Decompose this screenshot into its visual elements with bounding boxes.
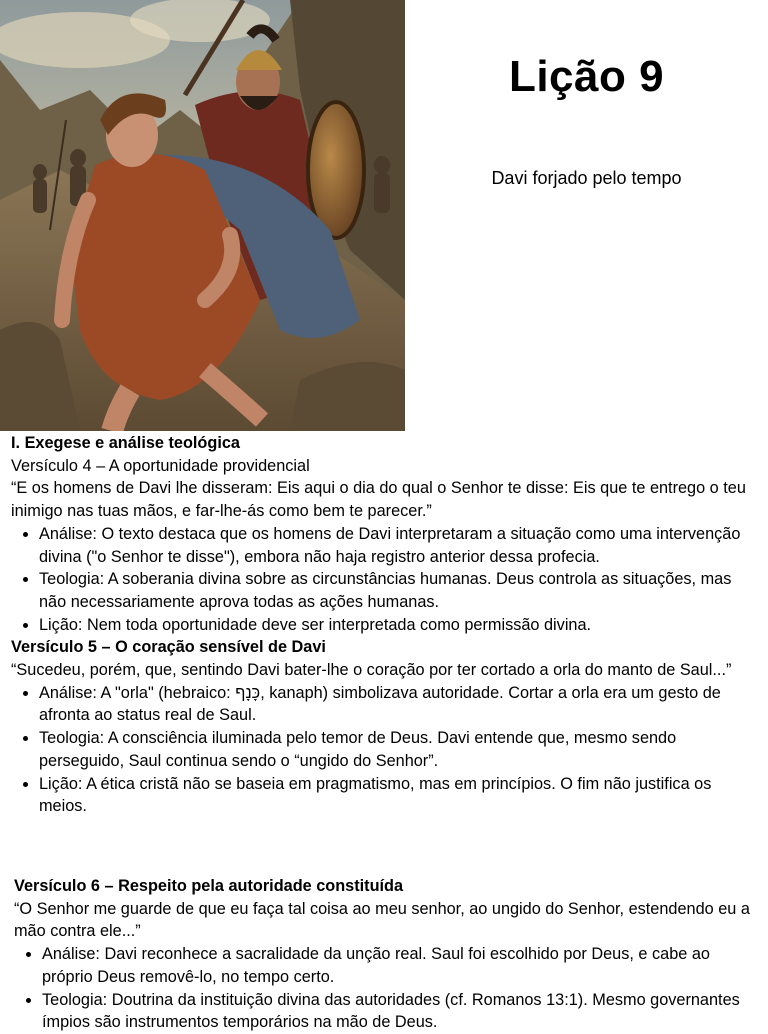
verse4-list: [11, 523, 759, 637]
list-item: • Análise: O texto destaca que os homens de Davi interpretaram a situação como uma intervenção divina ("o Senhor te disse"), embora não haja registro anterior dessa profecia.: [39, 523, 759, 568]
page-subtitle: Davi forjado pelo tempo: [491, 168, 682, 188]
section-exegese: [11, 432, 759, 818]
list-item: • Análise: A "orla" (hebraico: כָּנָף, kanaph) simbolizava autoridade. Cortar a orla era um gesto de afronta ao status real de Saul.: [39, 682, 759, 727]
list-item: • Teologia: A soberania divina sobre as circunstâncias humanas. Deus controla as situações, mas não necessariamente aprova todas as ações humanas.: [39, 568, 759, 613]
list-item: • Lição: A ética cristã não se baseia em pragmatismo, mas em princípios. O fim não justifica os meios.: [39, 773, 759, 818]
list-item: • Teologia: A consciência iluminada pelo temor de Deus. Davi entende que, mesmo sendo perseguido, Saul continua sendo o “ungido do Senhor”.: [39, 727, 759, 772]
verse5-quote: “Sucedeu, porém, que, sentindo Davi bater-lhe o coração por ter cortado a orla do manto de Saul...”: [11, 661, 732, 680]
verse4-quote: “E os homens de Davi lhe disseram: Eis aqui o dia do qual o Senhor te disse: Eis que te entrego o teu inimigo nas tuas mãos, e far-lhe-ás como bem te parecer.”: [11, 479, 746, 521]
list-item: • Teologia: Doutrina da instituição divina das autoridades (cf. Romanos 13:1). Mesmo governantes ímpios são instrumentos temporários na mão de Deus.: [42, 989, 754, 1034]
verse6-quote: “O Senhor me guarde de que eu faça tal coisa ao meu senhor, ao ungido do Senhor, estendendo eu a mão contra ele...”: [14, 899, 750, 941]
list-item: • Lição: Nem toda oportunidade deve ser interpretada como permissão divina.: [39, 614, 759, 637]
david-running-soldier-illustration: [0, 0, 405, 431]
david-illustration: [0, 0, 405, 431]
verse5-title: Versículo 5 – O coração sensível de Davi: [11, 638, 326, 657]
verse6-title: Versículo 6 – Respeito pela autoridade constituída: [14, 877, 404, 895]
page-title: Lição 9: [508, 52, 665, 101]
section-heading: I. Exegese e análise teológica: [11, 434, 240, 452]
section-verse6: [14, 875, 754, 1034]
list-item: • Análise: Davi reconhece a sacralidade da unção real. Saul foi escolhido por Deus, e cabe ao próprio Deus removê-lo, no tempo certo.: [42, 943, 754, 988]
verse6-list: [14, 943, 754, 1034]
verse5-list: [11, 682, 759, 818]
verse4-title: Versículo 4 – A oportunidade providencial: [11, 456, 310, 475]
